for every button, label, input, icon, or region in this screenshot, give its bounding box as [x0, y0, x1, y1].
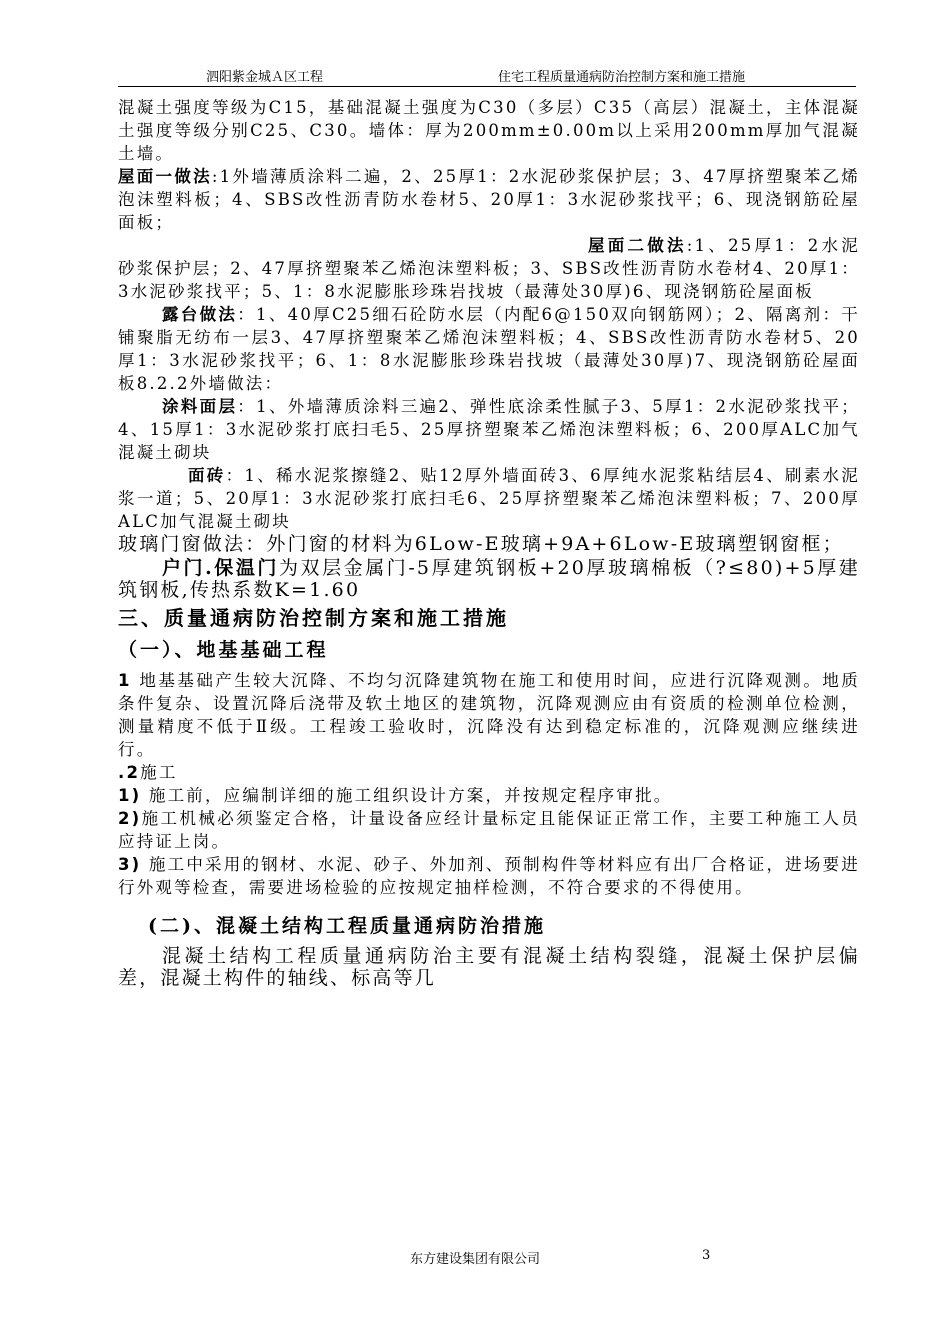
list-item-2 [118, 807, 860, 853]
list-item-3-text: 施工中采用的钢材、水泥、砂子、外加剂、预制构件等材料应有出厂合格证，进场要进行外观等检查，需要进场检验的应按规定抽样检测，不符合要求的不得使用。 [118, 855, 860, 897]
list-item-1-number: 1) [118, 786, 142, 805]
header-project: 泗阳紫金城Ａ区工程 [206, 70, 324, 85]
tile-text: ：1、稀水泥浆擦缝2、贴12厚外墙面砖3、6厚纯水泥浆粘结层4、刷素水泥浆一道；5、20厚1：3水泥砂浆打底扫毛6、25厚挤塑聚苯乙烯泡沫塑料板；7、200厚ALC加气混凝土砌块 [118, 466, 860, 531]
page-header [118, 66, 856, 87]
page-number: 3 [702, 1248, 711, 1263]
list-item-3 [118, 853, 860, 899]
footer-company: 东方建设集团有限公司 [410, 1252, 541, 1267]
roof2-text: :1、25厚1：2水泥砂浆保护层；2、47厚挤塑聚苯乙烯泡沫塑料板；3、SBS改性沥青防水卷材4、20厚1：3水泥砂浆找平；5、1：8水泥膨胀珍珠岩找坡（最薄处30厚)6、现浇钢筋砼屋面板 [118, 236, 861, 301]
door-label: 户门.保温门 [162, 557, 279, 579]
item-settlement-number: 1 [118, 671, 132, 690]
item-construction-number: .2 [118, 763, 141, 782]
subsection-concrete: (二)、混凝土结构工程质量通病防治措施 [148, 915, 546, 937]
item-construction-text: 施工 [140, 763, 178, 782]
paint-label: 涂料面层 [162, 397, 238, 416]
list-item-3-number: 3) [118, 855, 142, 874]
header-title: 住宅工程质量通病防治控制方案和施工措施 [498, 70, 746, 85]
document-body [118, 96, 860, 989]
paragraph-concrete: 混凝土强度等级为C15，基础混凝土强度为C30（多层）C35（高层）混凝土，主体混凝土强度等级分别C25、C30。墙体：厚为200mm±0.00m以上采用200mm厚加气混凝土墙。 [118, 98, 860, 163]
paragraph-roof2 [118, 234, 860, 303]
roof1-text: :1外墙薄质涂料二遍，2、25厚1：2水泥砂浆保护层；3、47厚挤塑聚苯乙烯泡沫塑料板；4、SBS改性沥青防水卷材5、20厚1：3水泥砂浆找平；6、现浇钢筋砼屋面板； [118, 167, 861, 232]
roof1-label: 屋面一做法 [118, 167, 212, 186]
tile-label: 面砖 [188, 466, 226, 485]
item-settlement-text: 地基基础产生较大沉降、不均匀沉降建筑物在施工和使用时间，应进行沉降观测。地质条件复杂、设置沉降后浇带及软土地区的建筑物，沉降观测应由有资质的检测单位检测，测量精度不低于Ⅱ级。工程竣工验收时，沉降没有达到稳定标准的，沉降观测应继续进行。 [118, 671, 860, 759]
paint-text: ：1、外墙薄质涂料三遍2、弹性底涂柔性腻子3、5厚1：2水泥砂浆找平；4、15厚1：3水泥砂浆打底扫毛5、25厚挤塑聚苯乙烯泡沫塑料板；6、200厚ALC加气混凝土砌块 [118, 397, 860, 462]
door-text: 为双层金属门-5厚建筑钢板+20厚玻璃棉板（?≤80)+5厚建筑钢板,传热系数K=1.60 [118, 557, 860, 601]
terrace-text: ：1、40厚C25细石砼防水层（内配6@150双向钢筋网）；2、隔离剂：干铺聚脂无纺布一层3、47厚挤塑聚苯乙烯泡沫塑料板；4、SBS改性沥青防水卷材5、20厚1：3水泥砂浆找平；6、1：8水泥膨胀珍珠岩找坡（最薄处30厚)7、现浇钢筋砼屋面板8.2.2外墙做法： [118, 305, 860, 393]
section-title: 三、质量通病防治控制方案和施工措施 [118, 606, 509, 630]
list-item-2-number: 2) [118, 809, 142, 828]
terrace-label: 露台做法 [162, 305, 238, 324]
paragraph-door [118, 557, 860, 601]
paragraph-tile [118, 464, 860, 533]
paragraph-window: 玻璃门窗做法：外门窗的材料为6Low-E玻璃+9A+6Low-E玻璃塑钢窗框； [118, 533, 844, 555]
list-item-1-text: 施工前，应编制详细的施工组织设计方案，并按规定程序审批。 [148, 786, 673, 805]
paragraph-concrete-defects: 混凝土结构工程质量通病防治主要有混凝土结构裂缝，混凝土保护层偏差，混凝土构件的轴线、标高等几 [118, 945, 860, 989]
roof2-label: 屋面二做法 [588, 236, 687, 255]
item-construction [118, 761, 860, 784]
paragraph-terrace [118, 303, 860, 395]
list-item-2-text: 施工机械必须鉴定合格，计量设备应经计量标定且能保证正常工作，主要工种施工人员应持证上岗。 [118, 809, 860, 851]
item-settlement [118, 669, 860, 761]
list-item-1 [118, 784, 860, 807]
paragraph-roof1 [118, 165, 860, 234]
subsection-foundation: （一）、地基基础工程 [118, 639, 329, 661]
paragraph-paint [118, 395, 860, 464]
